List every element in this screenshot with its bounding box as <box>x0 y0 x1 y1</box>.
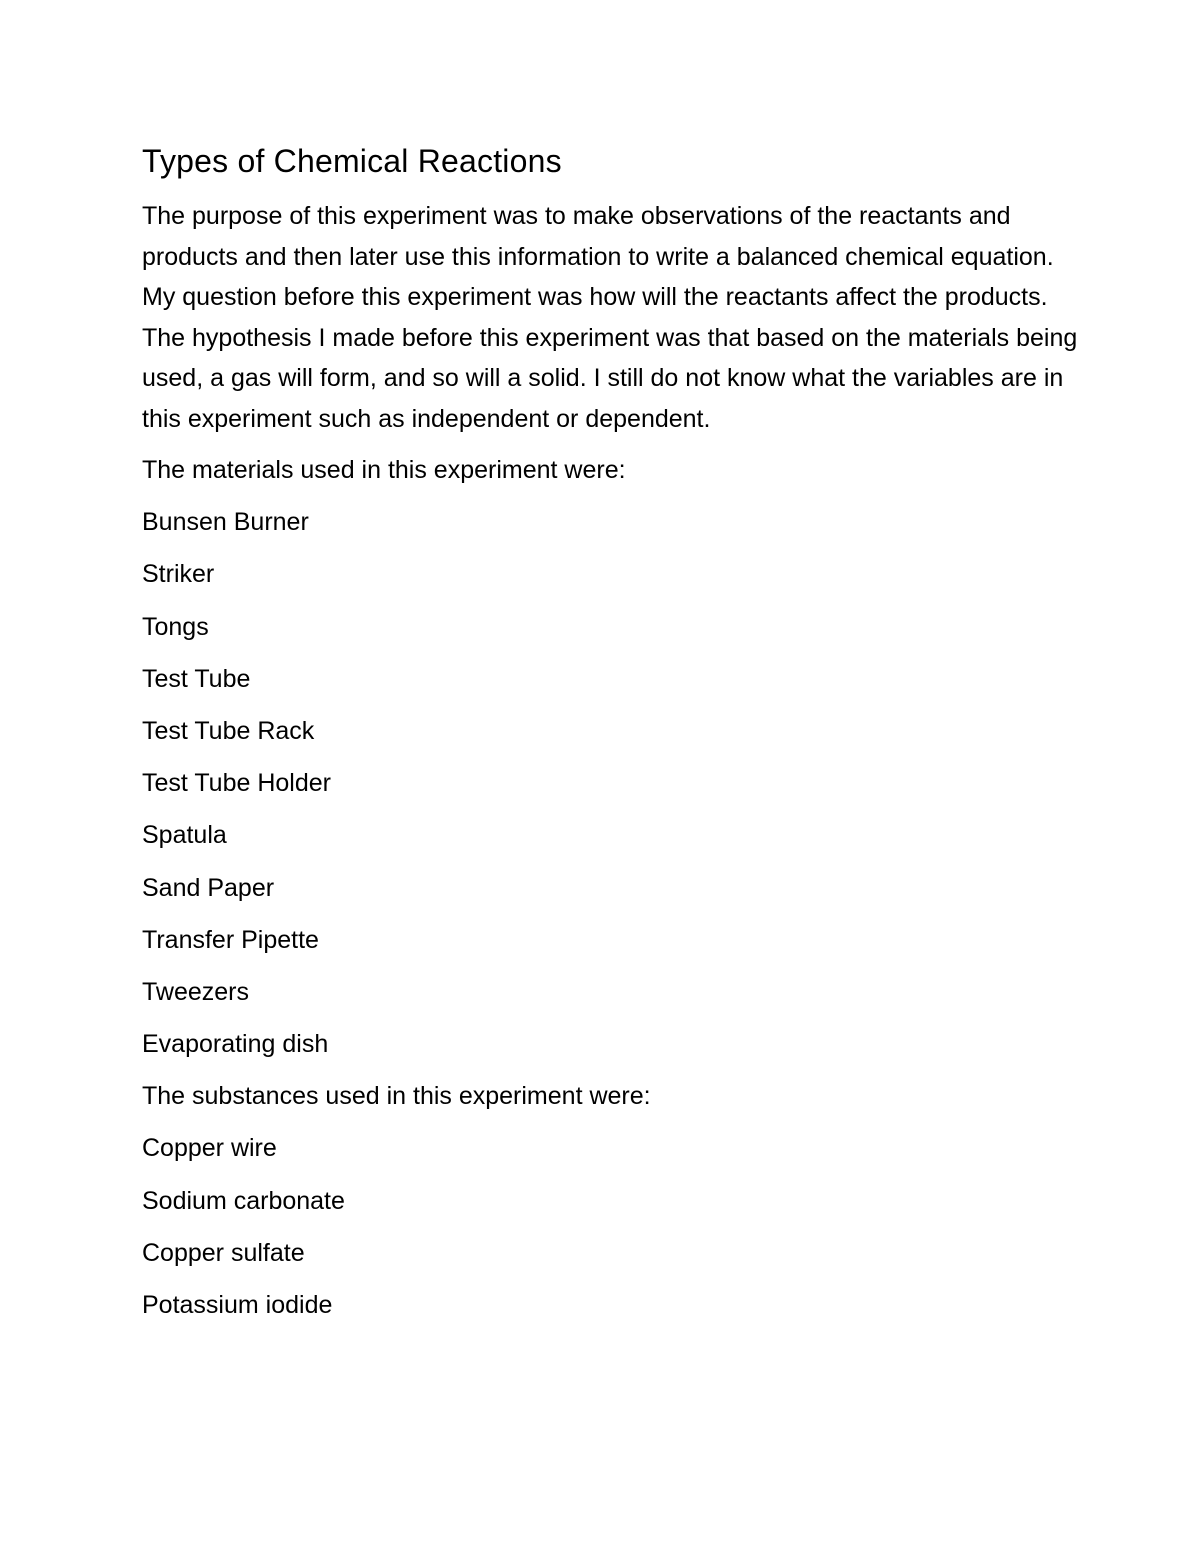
substance-item: Copper sulfate <box>142 1238 305 1267</box>
material-item: Bunsen Burner <box>142 508 309 537</box>
material-item: Tweezers <box>142 977 249 1006</box>
material-item: Transfer Pipette <box>142 925 319 954</box>
material-item: Tongs <box>142 612 209 641</box>
substance-item: Potassium iodide <box>142 1291 333 1319</box>
materials-list <box>142 502 1082 1064</box>
material-item: Striker <box>142 560 215 589</box>
material-item: Spatula <box>142 821 227 850</box>
material-item: Sand Paper <box>142 873 275 902</box>
substances-list <box>142 1128 1082 1325</box>
material-item: Test Tube <box>142 664 251 693</box>
intro-paragraph: The purpose of this experiment was to make observations of the reactants and products and then later use this information to write a balanced chemical equation. My question before this experiment was how will the reactants affect the products. The hypothesis I made before this experiment was that based on the materials being used, a gas will form, and so will a solid. I still do not know what the variables are in this experiment such as independent or dependent. <box>142 202 1078 433</box>
document-title: Types of Chemical Reactions <box>142 143 562 179</box>
substance-item: Copper wire <box>142 1134 277 1163</box>
material-item: Test Tube Holder <box>142 769 331 798</box>
document-body <box>142 140 1082 1337</box>
materials-heading: The materials used in this experiment were: <box>142 456 626 484</box>
material-item: Evaporating dish <box>142 1030 329 1059</box>
substances-heading: The substances used in this experiment were: <box>142 1082 651 1111</box>
material-item: Test Tube Rack <box>142 716 315 745</box>
substance-item: Sodium carbonate <box>142 1186 345 1215</box>
